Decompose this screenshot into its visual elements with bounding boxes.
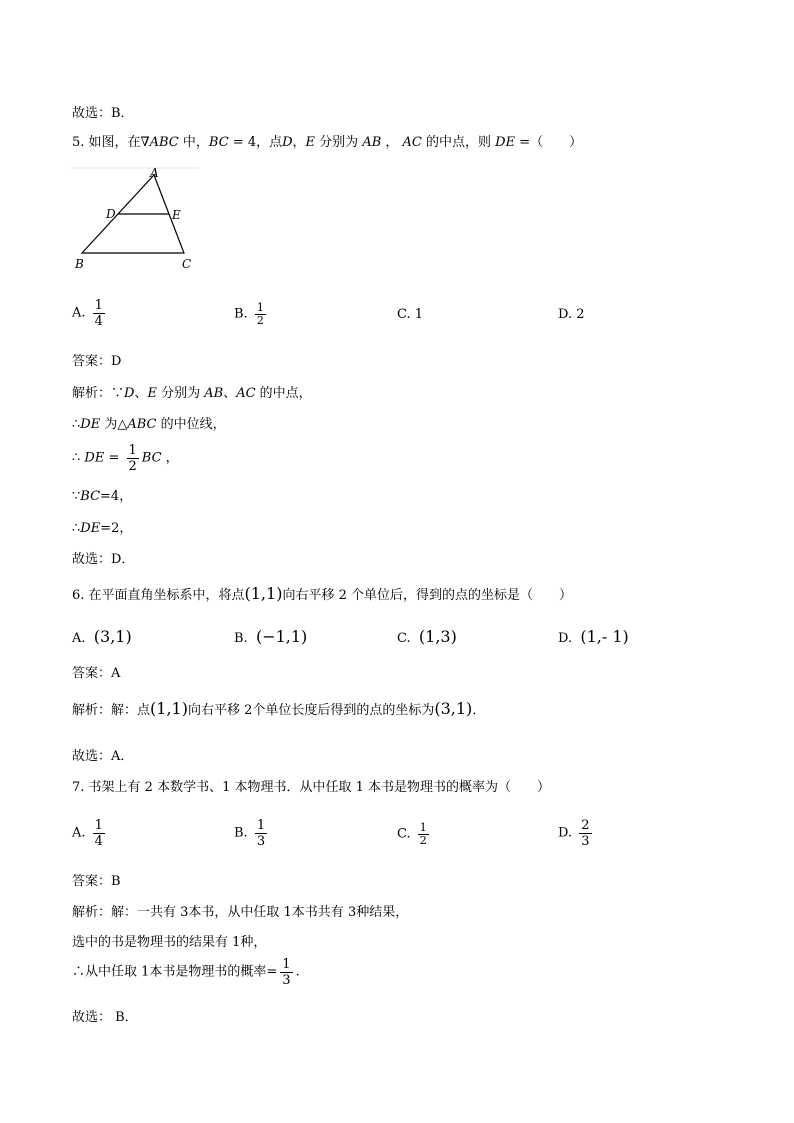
q6-option-c: C. (1,3) <box>397 627 457 646</box>
q4-conclusion: 故选：B． <box>72 106 134 121</box>
q7-option-c: C. $\frac{1}{2}$ <box>397 821 427 847</box>
q5-analysis-line3: ∴ DE = $\frac{1}{2}$ BC ， <box>72 443 179 474</box>
q5-stem: 5. 如图，在∇ABC 中，BC = 4，点D，E 分别为 AB ， AC 的中点，则 DE =（ ） <box>72 135 583 150</box>
q6-option-a: A. (3,1) <box>72 627 132 646</box>
q5-answer: 答案：D <box>72 354 122 369</box>
q7-analysis-line1: 解析：解：一共有 3本书，从中任取 1本书共有 3种结果， <box>72 905 409 920</box>
q5-triangle-figure <box>70 163 200 275</box>
figure-label-c: C <box>182 257 192 271</box>
q5-analysis-line1: 解析：∵D、E 分别为 AB、AC 的中点， <box>72 386 312 401</box>
q5-conclusion: 故选：D． <box>72 552 135 567</box>
figure-label-d: D <box>106 207 116 221</box>
q5-option-d: D. 2 <box>558 307 585 322</box>
q6-option-d: D. (1,- 1) <box>558 627 629 646</box>
q5-option-c: C. 1 <box>397 307 424 322</box>
q7-answer: 答案：B <box>72 874 121 889</box>
q6-answer: 答案：A <box>72 666 121 681</box>
q5-analysis-line2: ∴DE 为△ABC 的中位线， <box>72 417 226 432</box>
q6-conclusion: 故选：A． <box>72 749 134 764</box>
q7-stem: 7. 书架上有 2 本数学书、1 本物理书．从中任取 1 本书是物理书的概率为（ ） <box>72 780 551 795</box>
q5-analysis-line4: ∵BC=4， <box>72 489 133 504</box>
q7-option-d: D. $\frac{2}{3}$ <box>558 818 590 849</box>
q7-analysis-line3: ∴从中任取 1本书是物理书的概率= $\frac{1}{3}$ . <box>72 957 300 988</box>
q7-analysis-line2: 选中的书是物理书的结果有 1种， <box>72 935 267 950</box>
q7-option-a: A. $\frac{1}{4}$ <box>72 818 103 849</box>
q5-option-a: A. $\frac{1}{4}$ <box>72 298 103 329</box>
q5-option-b: B. $\frac{1}{2}$ <box>234 301 264 327</box>
q6-stem: 6. 在平面直角坐标系中，将点(1,1)向右平移 2 个单位后，得到的点的坐标是（ ） <box>72 584 573 603</box>
q7-conclusion: 故选： B． <box>72 1010 138 1025</box>
q5-analysis-line5: ∴DE=2， <box>72 521 133 536</box>
q6-option-b: B. (−1,1) <box>234 627 308 646</box>
q7-option-b: B. $\frac{1}{3}$ <box>234 818 266 849</box>
figure-label-e: E <box>172 208 181 222</box>
figure-label-a: A <box>150 166 159 180</box>
figure-label-b: B <box>75 257 84 271</box>
q6-analysis: 解析：解：点(1,1)向右平移 2个单位长度后得到的点的坐标为(3,1)． <box>72 699 486 718</box>
